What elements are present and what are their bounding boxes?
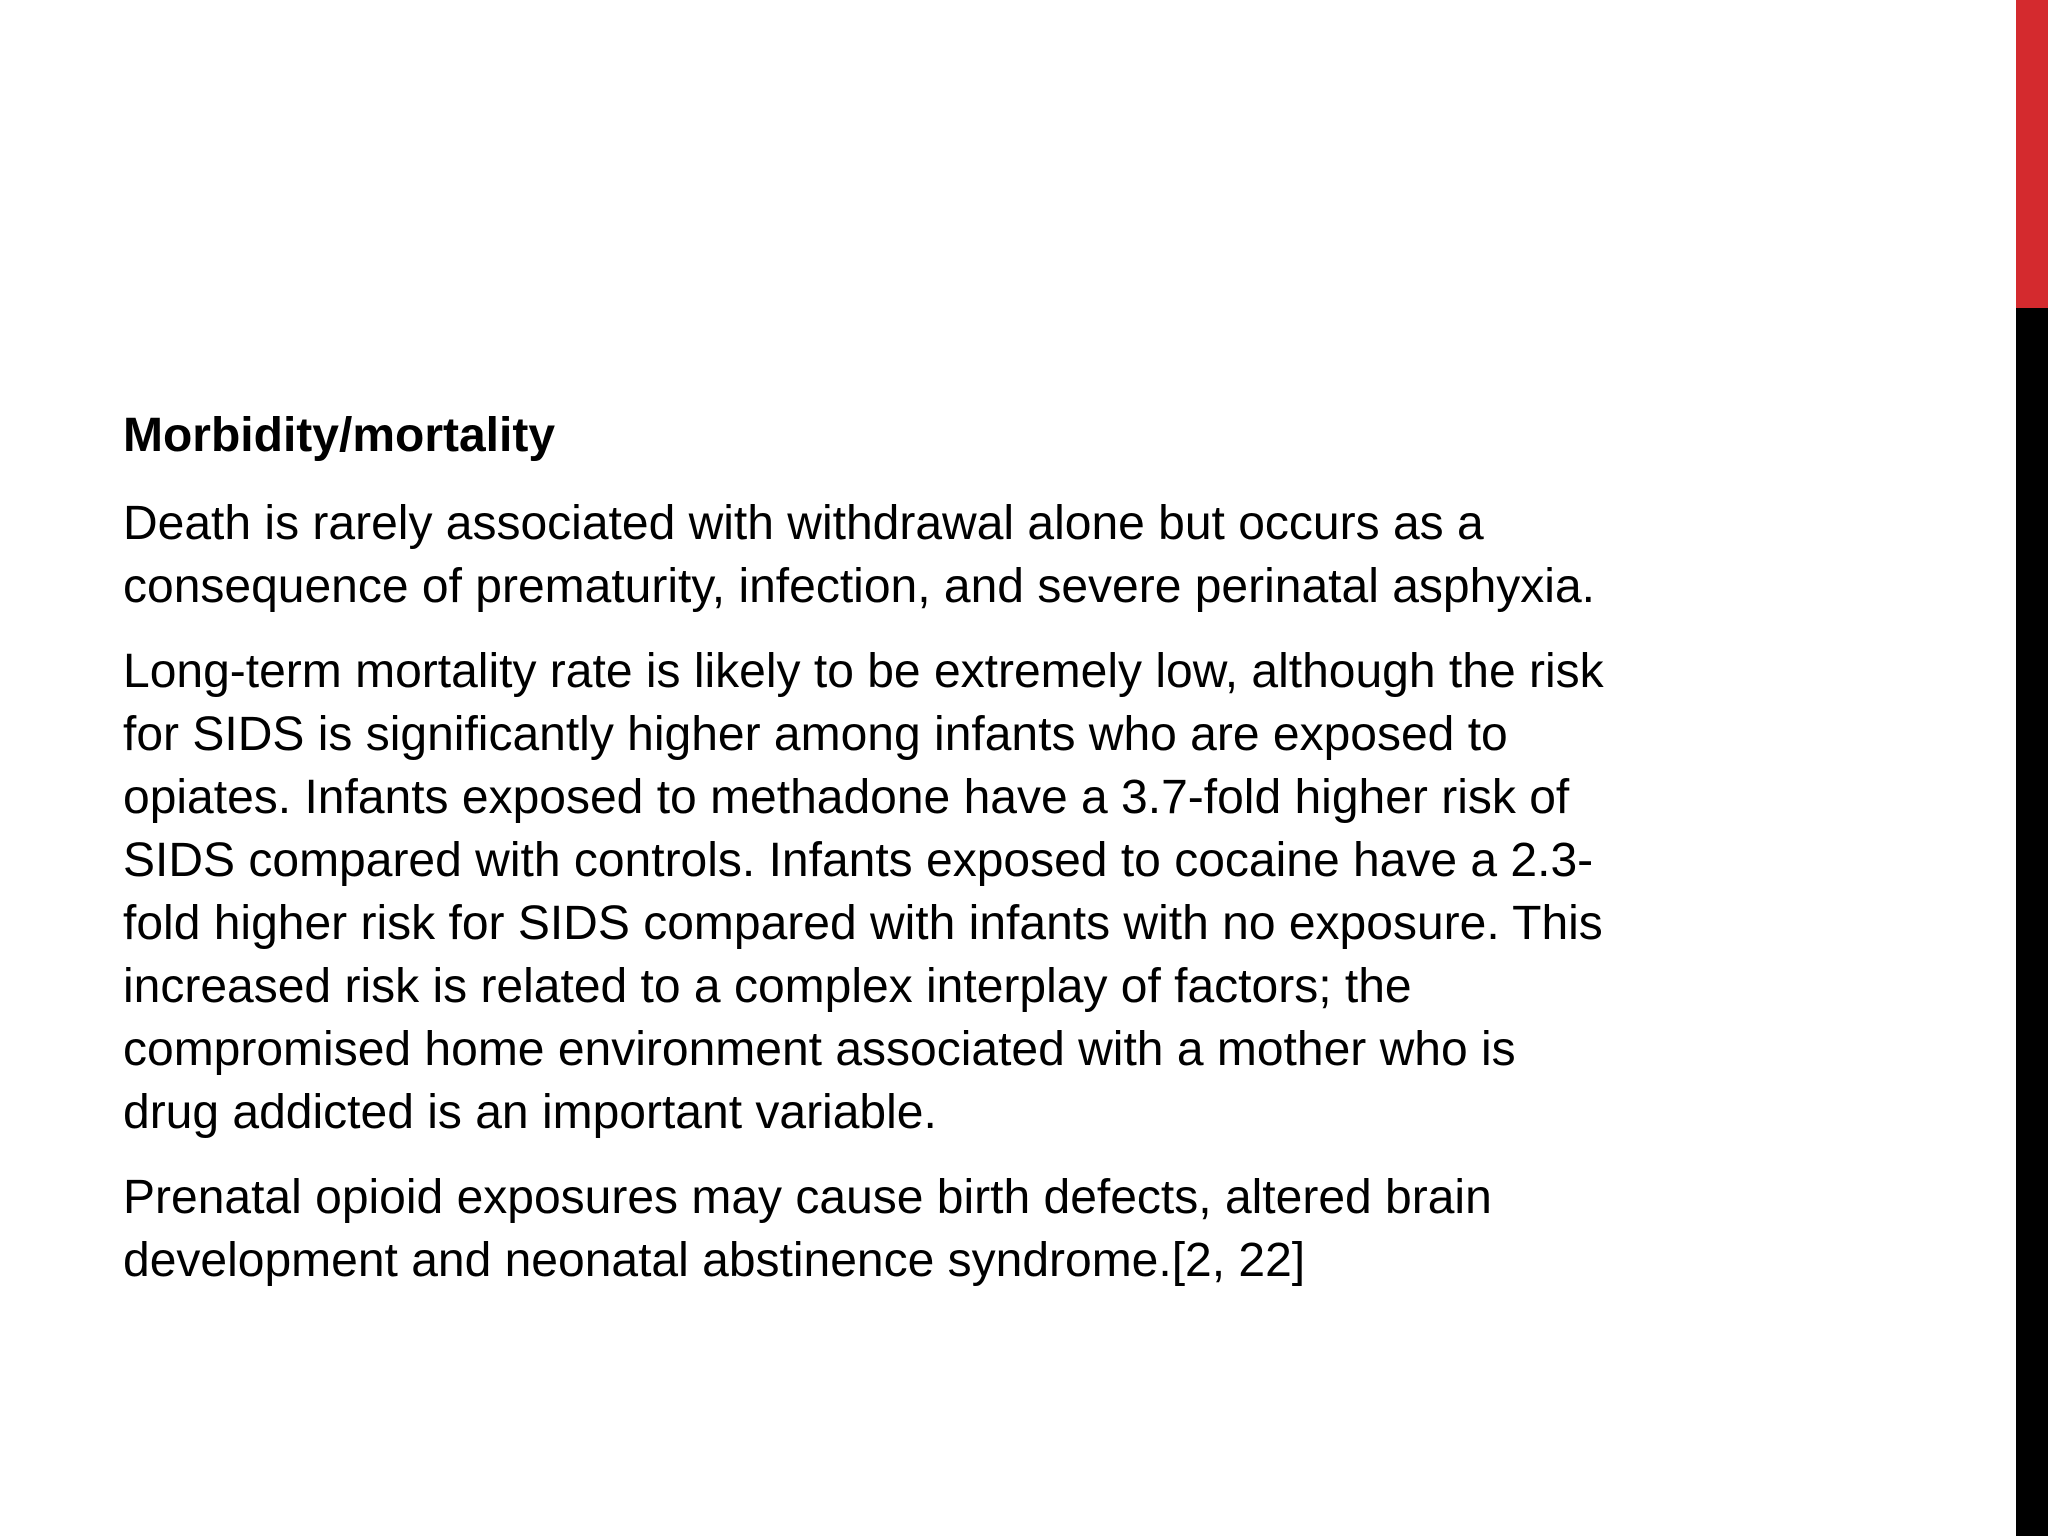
text-line: development and neonatal abstinence syndrome.[2, 22] (123, 1234, 1306, 1287)
paragraph-long-term-mortality (123, 640, 1923, 1144)
text-line: Death is rarely associated with withdrawal alone but occurs as a (123, 497, 1484, 550)
section-heading: Morbidity/mortality (123, 409, 556, 462)
text-line: consequence of prematurity, infection, and severe perinatal asphyxia. (123, 560, 1595, 613)
paragraph-death (123, 492, 1923, 618)
text-line: opiates. Infants exposed to methadone have a 3.7-fold higher risk of (123, 771, 1570, 824)
paragraph-prenatal-exposure (123, 1166, 1923, 1292)
text-line: Long-term mortality rate is likely to be extremely low, although the risk (123, 645, 1604, 698)
text-line: fold higher risk for SIDS compared with infants with no exposure. This (123, 897, 1603, 950)
side-accent-bar-black (2016, 308, 2048, 1536)
text-line: SIDS compared with controls. Infants exposed to cocaine have a 2.3- (123, 834, 1594, 887)
text-line: increased risk is related to a complex interplay of factors; the (123, 960, 1412, 1013)
slide-content (123, 402, 1923, 1314)
text-line: Prenatal opioid exposures may cause birth defects, altered brain (123, 1171, 1492, 1224)
text-line: drug addicted is an important variable. (123, 1086, 937, 1139)
text-line: compromised home environment associated with a mother who is (123, 1023, 1516, 1076)
side-accent-bar-red (2016, 0, 2048, 308)
text-line: for SIDS is significantly higher among infants who are exposed to (123, 708, 1508, 761)
